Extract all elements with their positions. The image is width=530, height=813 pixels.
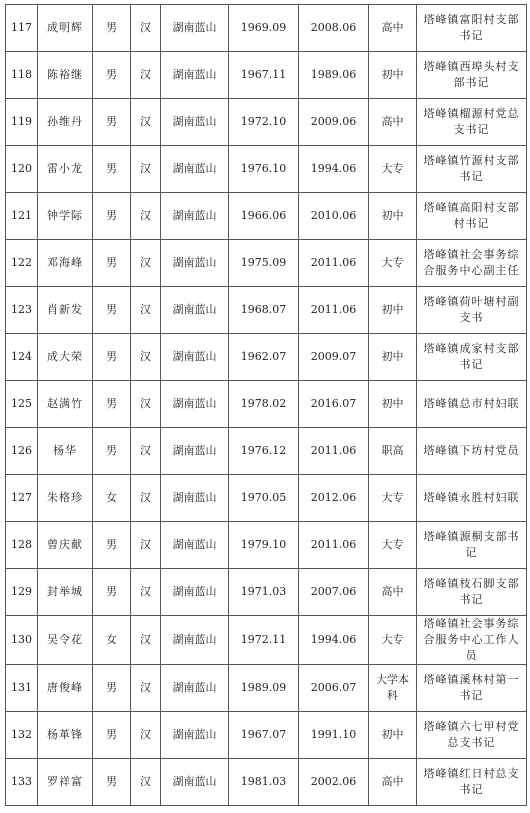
join-date-cell: 2009.07 <box>299 334 369 381</box>
table-row <box>6 381 527 428</box>
position-cell: 塔峰镇富阳村支部书记 <box>417 5 527 52</box>
ethnicity-cell: 汉 <box>131 381 161 428</box>
origin-cell: 湖南蓝山 <box>161 616 229 665</box>
name-cell: 赵满竹 <box>38 381 93 428</box>
birth-date-cell: 1962.07 <box>229 334 299 381</box>
origin-cell: 湖南蓝山 <box>161 522 229 569</box>
position-cell: 塔峰镇总市村妇联 <box>417 381 527 428</box>
position-cell: 塔峰镇溪林村第一书记 <box>417 665 527 712</box>
table-row <box>6 428 527 475</box>
education-cell: 职高 <box>369 428 417 475</box>
birth-date-cell: 1967.11 <box>229 52 299 99</box>
ethnicity-cell: 汉 <box>131 334 161 381</box>
join-date-cell: 1991.10 <box>299 712 369 759</box>
gender-cell: 女 <box>93 616 131 665</box>
birth-date-cell: 1978.02 <box>229 381 299 428</box>
table-row <box>6 475 527 522</box>
position-cell: 塔峰镇成家村支部书记 <box>417 334 527 381</box>
ethnicity-cell: 汉 <box>131 569 161 616</box>
position-cell: 塔峰镇社会事务综合服务中心工作人员 <box>417 616 527 665</box>
gender-cell: 男 <box>93 665 131 712</box>
member-roster-table <box>5 4 527 806</box>
name-cell: 罗祥富 <box>38 759 93 806</box>
position-cell: 塔峰镇竹源村支部书记 <box>417 146 527 193</box>
table-row <box>6 5 527 52</box>
education-cell: 初中 <box>369 193 417 240</box>
origin-cell: 湖南蓝山 <box>161 381 229 428</box>
table-row <box>6 287 527 334</box>
birth-date-cell: 1976.12 <box>229 428 299 475</box>
name-cell: 雷小龙 <box>38 146 93 193</box>
table-row <box>6 52 527 99</box>
ethnicity-cell: 汉 <box>131 240 161 287</box>
row-number-cell: 128 <box>6 522 38 569</box>
gender-cell: 男 <box>93 287 131 334</box>
table-row <box>6 616 527 665</box>
origin-cell: 湖南蓝山 <box>161 99 229 146</box>
origin-cell: 湖南蓝山 <box>161 428 229 475</box>
origin-cell: 湖南蓝山 <box>161 287 229 334</box>
name-cell: 朱格珍 <box>38 475 93 522</box>
education-cell: 初中 <box>369 712 417 759</box>
name-cell: 杨革锋 <box>38 712 93 759</box>
education-cell: 大专 <box>369 240 417 287</box>
name-cell: 成大荣 <box>38 334 93 381</box>
row-number-cell: 122 <box>6 240 38 287</box>
position-cell: 塔峰镇社会事务综合服务中心副主任 <box>417 240 527 287</box>
join-date-cell: 2002.06 <box>299 759 369 806</box>
table-row <box>6 569 527 616</box>
table-row <box>6 759 527 806</box>
education-cell: 大专 <box>369 616 417 665</box>
gender-cell: 男 <box>93 99 131 146</box>
ethnicity-cell: 汉 <box>131 99 161 146</box>
education-cell: 高中 <box>369 759 417 806</box>
name-cell: 孙维丹 <box>38 99 93 146</box>
ethnicity-cell: 汉 <box>131 665 161 712</box>
education-cell: 初中 <box>369 52 417 99</box>
education-cell: 大专 <box>369 146 417 193</box>
position-cell: 塔峰镇高阳村支部村书记 <box>417 193 527 240</box>
gender-cell: 男 <box>93 381 131 428</box>
ethnicity-cell: 汉 <box>131 146 161 193</box>
name-cell: 肖新发 <box>38 287 93 334</box>
gender-cell: 男 <box>93 712 131 759</box>
table-row <box>6 240 527 287</box>
education-cell: 初中 <box>369 334 417 381</box>
gender-cell: 男 <box>93 428 131 475</box>
gender-cell: 男 <box>93 522 131 569</box>
row-number-cell: 127 <box>6 475 38 522</box>
join-date-cell: 2011.06 <box>299 287 369 334</box>
table-body <box>6 5 527 806</box>
join-date-cell: 2011.06 <box>299 428 369 475</box>
table-row <box>6 193 527 240</box>
gender-cell: 男 <box>93 240 131 287</box>
row-number-cell: 119 <box>6 99 38 146</box>
name-cell: 杨华 <box>38 428 93 475</box>
table-row <box>6 712 527 759</box>
gender-cell: 男 <box>93 334 131 381</box>
name-cell: 成明辉 <box>38 5 93 52</box>
position-cell: 塔峰镇六七甲村党总支书记 <box>417 712 527 759</box>
name-cell: 吴令花 <box>38 616 93 665</box>
birth-date-cell: 1968.07 <box>229 287 299 334</box>
origin-cell: 湖南蓝山 <box>161 569 229 616</box>
join-date-cell: 2011.06 <box>299 240 369 287</box>
table-row <box>6 522 527 569</box>
ethnicity-cell: 汉 <box>131 52 161 99</box>
join-date-cell: 1994.06 <box>299 616 369 665</box>
ethnicity-cell: 汉 <box>131 428 161 475</box>
birth-date-cell: 1976.10 <box>229 146 299 193</box>
row-number-cell: 132 <box>6 712 38 759</box>
education-cell: 大学本科 <box>369 665 417 712</box>
row-number-cell: 121 <box>6 193 38 240</box>
birth-date-cell: 1989.09 <box>229 665 299 712</box>
gender-cell: 男 <box>93 5 131 52</box>
origin-cell: 湖南蓝山 <box>161 712 229 759</box>
origin-cell: 湖南蓝山 <box>161 665 229 712</box>
name-cell: 曾庆献 <box>38 522 93 569</box>
position-cell: 塔峰镇榴源村党总支书记 <box>417 99 527 146</box>
row-number-cell: 124 <box>6 334 38 381</box>
name-cell: 唐俊峰 <box>38 665 93 712</box>
position-cell: 塔峰镇源桐支部书记 <box>417 522 527 569</box>
gender-cell: 男 <box>93 52 131 99</box>
join-date-cell: 2011.06 <box>299 522 369 569</box>
join-date-cell: 2010.06 <box>299 193 369 240</box>
join-date-cell: 2008.06 <box>299 5 369 52</box>
join-date-cell: 2016.07 <box>299 381 369 428</box>
join-date-cell: 2006.07 <box>299 665 369 712</box>
birth-date-cell: 1981.03 <box>229 759 299 806</box>
table-row <box>6 99 527 146</box>
gender-cell: 男 <box>93 146 131 193</box>
origin-cell: 湖南蓝山 <box>161 334 229 381</box>
name-cell: 邓海峰 <box>38 240 93 287</box>
gender-cell: 男 <box>93 569 131 616</box>
row-number-cell: 120 <box>6 146 38 193</box>
gender-cell: 女 <box>93 475 131 522</box>
row-number-cell: 131 <box>6 665 38 712</box>
ethnicity-cell: 汉 <box>131 616 161 665</box>
join-date-cell: 2007.06 <box>299 569 369 616</box>
gender-cell: 男 <box>93 759 131 806</box>
birth-date-cell: 1967.07 <box>229 712 299 759</box>
position-cell: 塔峰镇枝石脚支部书记 <box>417 569 527 616</box>
join-date-cell: 1994.06 <box>299 146 369 193</box>
ethnicity-cell: 汉 <box>131 475 161 522</box>
gender-cell: 男 <box>93 193 131 240</box>
name-cell: 封举城 <box>38 569 93 616</box>
position-cell: 塔峰镇西埠头村支部书记 <box>417 52 527 99</box>
table-row <box>6 334 527 381</box>
education-cell: 高中 <box>369 99 417 146</box>
education-cell: 大专 <box>369 522 417 569</box>
row-number-cell: 118 <box>6 52 38 99</box>
join-date-cell: 1989.06 <box>299 52 369 99</box>
ethnicity-cell: 汉 <box>131 712 161 759</box>
origin-cell: 湖南蓝山 <box>161 146 229 193</box>
education-cell: 初中 <box>369 287 417 334</box>
table-row <box>6 665 527 712</box>
birth-date-cell: 1969.09 <box>229 5 299 52</box>
birth-date-cell: 1971.03 <box>229 569 299 616</box>
row-number-cell: 126 <box>6 428 38 475</box>
row-number-cell: 125 <box>6 381 38 428</box>
row-number-cell: 133 <box>6 759 38 806</box>
position-cell: 塔峰镇红日村总支书记 <box>417 759 527 806</box>
row-number-cell: 117 <box>6 5 38 52</box>
ethnicity-cell: 汉 <box>131 5 161 52</box>
row-number-cell: 129 <box>6 569 38 616</box>
position-cell: 塔峰镇永胜村妇联 <box>417 475 527 522</box>
birth-date-cell: 1970.05 <box>229 475 299 522</box>
origin-cell: 湖南蓝山 <box>161 240 229 287</box>
ethnicity-cell: 汉 <box>131 759 161 806</box>
education-cell: 初中 <box>369 381 417 428</box>
ethnicity-cell: 汉 <box>131 287 161 334</box>
ethnicity-cell: 汉 <box>131 193 161 240</box>
birth-date-cell: 1972.10 <box>229 99 299 146</box>
birth-date-cell: 1979.10 <box>229 522 299 569</box>
origin-cell: 湖南蓝山 <box>161 5 229 52</box>
birth-date-cell: 1966.06 <box>229 193 299 240</box>
education-cell: 高中 <box>369 569 417 616</box>
education-cell: 大专 <box>369 475 417 522</box>
origin-cell: 湖南蓝山 <box>161 193 229 240</box>
table-row <box>6 146 527 193</box>
row-number-cell: 130 <box>6 616 38 665</box>
join-date-cell: 2012.06 <box>299 475 369 522</box>
birth-date-cell: 1975.09 <box>229 240 299 287</box>
origin-cell: 湖南蓝山 <box>161 759 229 806</box>
origin-cell: 湖南蓝山 <box>161 52 229 99</box>
birth-date-cell: 1972.11 <box>229 616 299 665</box>
name-cell: 陈裕继 <box>38 52 93 99</box>
education-cell: 高中 <box>369 5 417 52</box>
position-cell: 塔峰镇下坊村党员 <box>417 428 527 475</box>
name-cell: 钟学际 <box>38 193 93 240</box>
ethnicity-cell: 汉 <box>131 522 161 569</box>
origin-cell: 湖南蓝山 <box>161 475 229 522</box>
row-number-cell: 123 <box>6 287 38 334</box>
join-date-cell: 2009.06 <box>299 99 369 146</box>
position-cell: 塔峰镇荷叶塘村副支书 <box>417 287 527 334</box>
